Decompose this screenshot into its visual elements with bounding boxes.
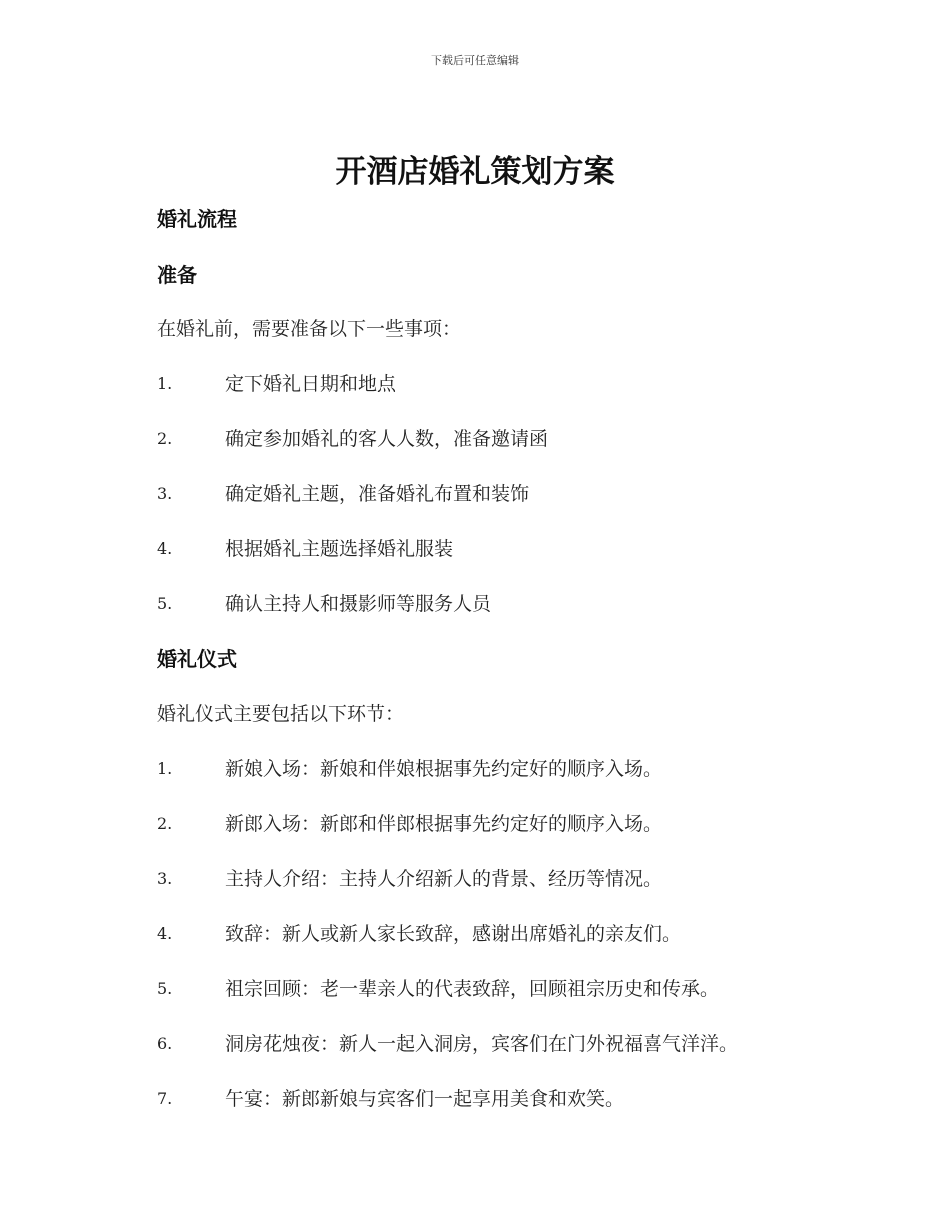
list-item-number: 4.: [157, 539, 173, 558]
list-item-text: 新郎入场：新郎和伴郎根据事先约定好的顺序入场。: [225, 813, 663, 835]
list-item-number: 3.: [157, 869, 173, 888]
list-item-number: 7.: [157, 1089, 173, 1108]
list-item-text: 确定婚礼主题，准备婚礼布置和装饰: [225, 483, 530, 505]
list-item-text: 确定参加婚礼的客人人数，准备邀请函: [225, 428, 549, 450]
document-title: 开酒店婚礼策划方案: [335, 154, 615, 190]
list-item-number: 1.: [157, 374, 173, 393]
list-item-text: 定下婚礼日期和地点: [225, 373, 397, 395]
list-item-text: 新娘入场：新娘和伴娘根据事先约定好的顺序入场。: [225, 758, 663, 780]
list-item-text: 主持人介绍：主持人介绍新人的背景、经历等情况。: [225, 868, 663, 890]
page-header: 下载后可任意编辑: [431, 54, 519, 67]
list-item-number: 3.: [157, 484, 173, 503]
list-item-number: 1.: [157, 759, 173, 778]
section-heading-wedding-flow: 婚礼流程: [157, 207, 237, 231]
section-heading-preparation: 准备: [157, 263, 197, 287]
list-item-number: 5.: [157, 979, 173, 998]
list-item-number: 6.: [157, 1034, 173, 1053]
ceremony-intro: 婚礼仪式主要包括以下环节：: [157, 703, 405, 725]
section-heading-ceremony: 婚礼仪式: [157, 647, 237, 671]
list-item-text: 洞房花烛夜：新人一起入洞房，宾客们在门外祝福喜气洋洋。: [225, 1033, 739, 1055]
list-item-text: 确认主持人和摄影师等服务人员: [225, 593, 492, 615]
list-item-number: 5.: [157, 594, 173, 613]
list-item-number: 2.: [157, 814, 173, 833]
list-item-text: 根据婚礼主题选择婚礼服装: [225, 538, 454, 560]
list-item-text: 祖宗回顾：老一辈亲人的代表致辞，回顾祖宗历史和传承。: [225, 978, 720, 1000]
list-item-number: 2.: [157, 429, 173, 448]
list-item-text: 午宴：新郎新娘与宾客们一起享用美食和欢笑。: [225, 1088, 625, 1110]
preparation-intro: 在婚礼前，需要准备以下一些事项：: [157, 318, 462, 340]
list-item-text: 致辞：新人或新人家长致辞，感谢出席婚礼的亲友们。: [225, 923, 682, 945]
list-item-number: 4.: [157, 924, 173, 943]
